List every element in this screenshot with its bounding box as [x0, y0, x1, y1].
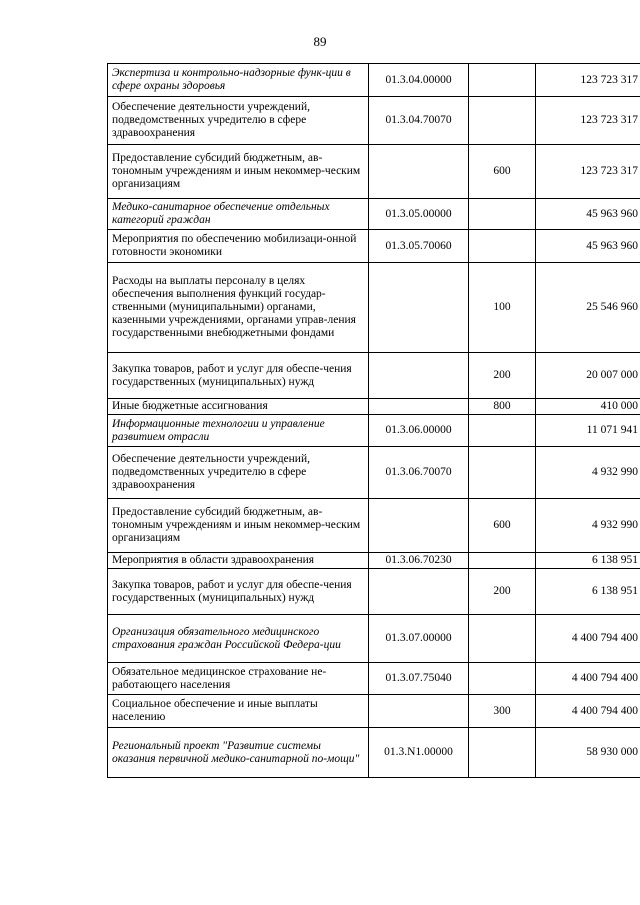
table-row: [108, 499, 640, 553]
table-row: [108, 399, 640, 415]
row-name: Иные бюджетные ассигнования: [108, 399, 369, 415]
row-amount: 123 723 317: [536, 97, 640, 145]
row-code: [369, 499, 469, 553]
row-name: Обеспечение деятельности учреждений, подведомственных учредителю в сфере здравоохранения: [108, 97, 369, 145]
budget-table: [107, 63, 640, 778]
row-amount: 123 723 317: [536, 145, 640, 199]
row-expense-type: 300: [469, 695, 536, 728]
row-code: 01.3.06.70070: [369, 447, 469, 499]
row-name: Закупка товаров, работ и услуг для обеспе-чения государственных (муниципальных) нужд: [108, 353, 369, 399]
row-name: Мероприятия по обеспечению мобилизаци-онной готовности экономики: [108, 230, 369, 263]
row-name: Обеспечение деятельности учреждений, подведомственных учредителю в сфере здравоохранения: [108, 447, 369, 499]
row-name: Региональный проект "Развитие системы оказания первичной медико-санитарной по-мощи": [108, 728, 369, 778]
row-code: [369, 399, 469, 415]
row-code: 01.3.04.70070: [369, 97, 469, 145]
row-code: 01.3.07.75040: [369, 663, 469, 695]
table-row: [108, 728, 640, 778]
row-name: Медико-санитарное обеспечение отдельных категорий граждан: [108, 199, 369, 230]
table-row: [108, 64, 640, 97]
row-name: Мероприятия в области здравоохранения: [108, 553, 369, 569]
row-code: 01.3.06.00000: [369, 415, 469, 447]
row-expense-type: [469, 447, 536, 499]
row-amount: 45 963 960: [536, 199, 640, 230]
row-expense-type: [469, 199, 536, 230]
row-amount: 58 930 000: [536, 728, 640, 778]
row-code: 01.3.07.00000: [369, 615, 469, 663]
row-expense-type: [469, 615, 536, 663]
row-expense-type: [469, 64, 536, 97]
row-amount: 4 932 990: [536, 447, 640, 499]
row-name: Закупка товаров, работ и услуг для обеспе-чения государственных (муниципальных) нужд: [108, 569, 369, 615]
table-row: [108, 553, 640, 569]
table-row: [108, 263, 640, 353]
row-amount: 11 071 941: [536, 415, 640, 447]
row-amount: 45 963 960: [536, 230, 640, 263]
row-expense-type: 200: [469, 353, 536, 399]
row-name: Обязательное медицинское страхование не-работающего населения: [108, 663, 369, 695]
row-name: Организация обязательного медицинского страхования граждан Российской Федера-ции: [108, 615, 369, 663]
row-code: [369, 263, 469, 353]
row-expense-type: [469, 728, 536, 778]
table-row: [108, 695, 640, 728]
page-number: 89: [313, 34, 327, 49]
row-code: 01.3.05.70060: [369, 230, 469, 263]
table-row: [108, 97, 640, 145]
row-code: [369, 145, 469, 199]
row-code: 01.3.04.00000: [369, 64, 469, 97]
table-row: [108, 353, 640, 399]
row-amount: 6 138 951: [536, 569, 640, 615]
row-expense-type: 600: [469, 499, 536, 553]
table-row: [108, 415, 640, 447]
row-name: Информационные технологии и управление развитием отрасли: [108, 415, 369, 447]
row-name: Социальное обеспечение и иные выплаты населению: [108, 695, 369, 728]
row-amount: 4 400 794 400: [536, 663, 640, 695]
table-row: [108, 447, 640, 499]
row-expense-type: [469, 553, 536, 569]
row-amount: 4 400 794 400: [536, 615, 640, 663]
row-code: 01.3.N1.00000: [369, 728, 469, 778]
row-name: Расходы на выплаты персоналу в целях обеспечения выполнения функций государ-ственными (муниципальными) органами, казенными учреждениями, органами управ-ления государственными внебюджетными фондами: [108, 263, 369, 353]
row-amount: 4 400 794 400: [536, 695, 640, 728]
row-name: Предоставление субсидий бюджетным, ав-тономным учреждениям и иным некоммер-ческим организациям: [108, 499, 369, 553]
table-row: [108, 199, 640, 230]
row-amount: 25 546 960: [536, 263, 640, 353]
row-code: 01.3.06.70230: [369, 553, 469, 569]
row-expense-type: 200: [469, 569, 536, 615]
table-row: [108, 615, 640, 663]
table-row: [108, 230, 640, 263]
row-amount: 123 723 317: [536, 64, 640, 97]
row-name: Предоставление субсидий бюджетным, ав-тономным учреждениям и иным некоммер-ческим организациям: [108, 145, 369, 199]
table-row: [108, 569, 640, 615]
row-expense-type: 600: [469, 145, 536, 199]
row-code: [369, 569, 469, 615]
row-name: Экспертиза и контрольно-надзорные функ-ции в сфере охраны здоровья: [108, 64, 369, 97]
row-amount: 410 000: [536, 399, 640, 415]
table-row: [108, 663, 640, 695]
row-expense-type: [469, 97, 536, 145]
row-amount: 6 138 951: [536, 553, 640, 569]
row-code: [369, 353, 469, 399]
row-code: [369, 695, 469, 728]
row-expense-type: 800: [469, 399, 536, 415]
row-expense-type: [469, 230, 536, 263]
row-code: 01.3.05.00000: [369, 199, 469, 230]
row-expense-type: 100: [469, 263, 536, 353]
row-amount: 20 007 000: [536, 353, 640, 399]
row-amount: 4 932 990: [536, 499, 640, 553]
row-expense-type: [469, 663, 536, 695]
row-expense-type: [469, 415, 536, 447]
table-row: [108, 145, 640, 199]
